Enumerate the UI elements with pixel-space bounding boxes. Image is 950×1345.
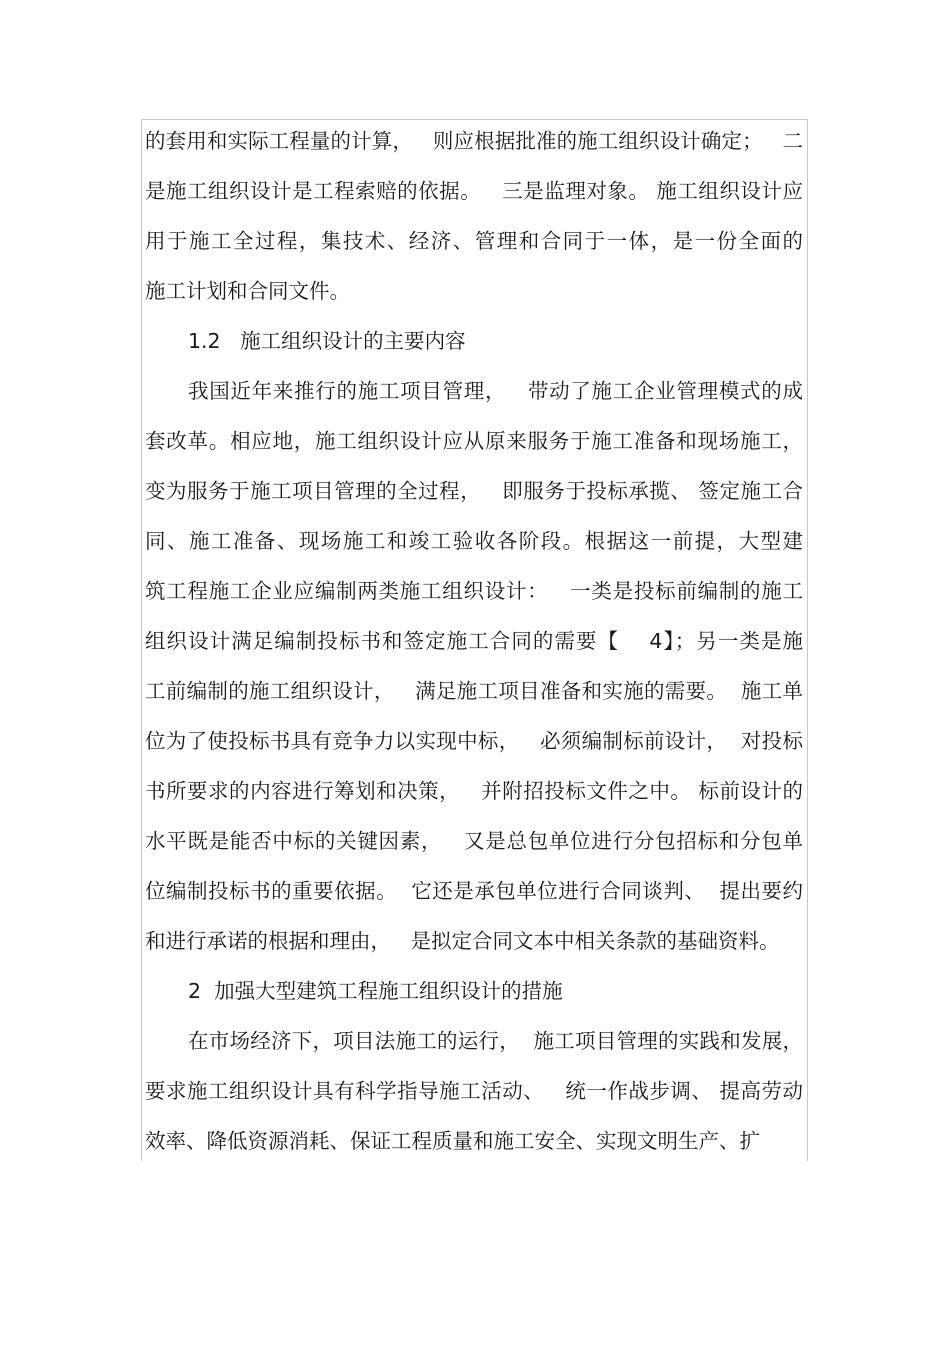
text-line-10: 筑工程施工企业应编制两类施工组织设计： 一类是投标前编制的施工 [145,579,803,603]
text-line-7: 套改革。相应地，施工组织设计应从原来服务于施工准备和现场施工， [145,429,803,453]
text-line-21: 效率、降低资源消耗、保证工程质量和施工安全、实现文明生产、扩 [145,1129,760,1153]
text-line-17: 和进行承诺的根据和理由， 是拟定合同文本中相关条款的基础资料。 [145,929,780,953]
text-line-14: 书所要求的内容进行筹划和决策， 并附招投标文件之中。 标前设计的 [145,779,803,803]
text-line-2: 是施工组织设计是工程索赔的依据。 三是监理对象。 施工组织设计应 [145,179,803,203]
text-line-12: 工前编制的施工组织设计， 满足施工项目准备和实施的需要。 施工单 [145,679,803,703]
page-frame-top [141,119,808,120]
section-heading-1-2: 1.2 施工组织设计的主要内容 [188,329,466,353]
section-heading-2: 2 加强大型建筑工程施工组织设计的措施 [188,979,563,1003]
text-line-20: 要求施工组织设计具有科学指导施工活动、 统一作战步调、 提高劳动 [145,1079,803,1103]
page-frame-right [807,119,808,1161]
text-line-4: 施工计划和合同文件。 [145,279,350,303]
page-frame-left [141,119,142,1161]
text-line-11: 组织设计满足编制投标书和签定施工合同的需要【 4】；另一类是施 [145,629,803,653]
text-line-13: 位为了使投标书具有竞争力以实现中标， 必须编制标前设计， 对投标 [145,729,803,753]
text-line-8: 变为服务于施工项目管理的全过程， 即服务于投标承揽、 签定施工合 [145,479,803,503]
text-line-1: 的套用和实际工程量的计算， 则应根据批准的施工组织设计确定； 二 [145,129,803,153]
text-line-15: 水平既是能否中标的关键因素， 又是总包单位进行分包招标和分包单 [145,829,803,853]
text-line-9: 同、施工准备、现场施工和竣工验收各阶段。根据这一前提，大型建 [145,529,803,553]
text-line-6: 我国近年来推行的施工项目管理， 带动了施工企业管理模式的成 [188,379,803,403]
text-line-19: 在市场经济下，项目法施工的运行， 施工项目管理的实践和发展， [188,1029,803,1053]
text-line-16: 位编制投标书的重要依据。 它还是承包单位进行合同谈判、 提出要约 [145,879,803,903]
text-line-3: 用于施工全过程，集技术、经济、管理和合同于一体，是一份全面的 [145,229,803,253]
